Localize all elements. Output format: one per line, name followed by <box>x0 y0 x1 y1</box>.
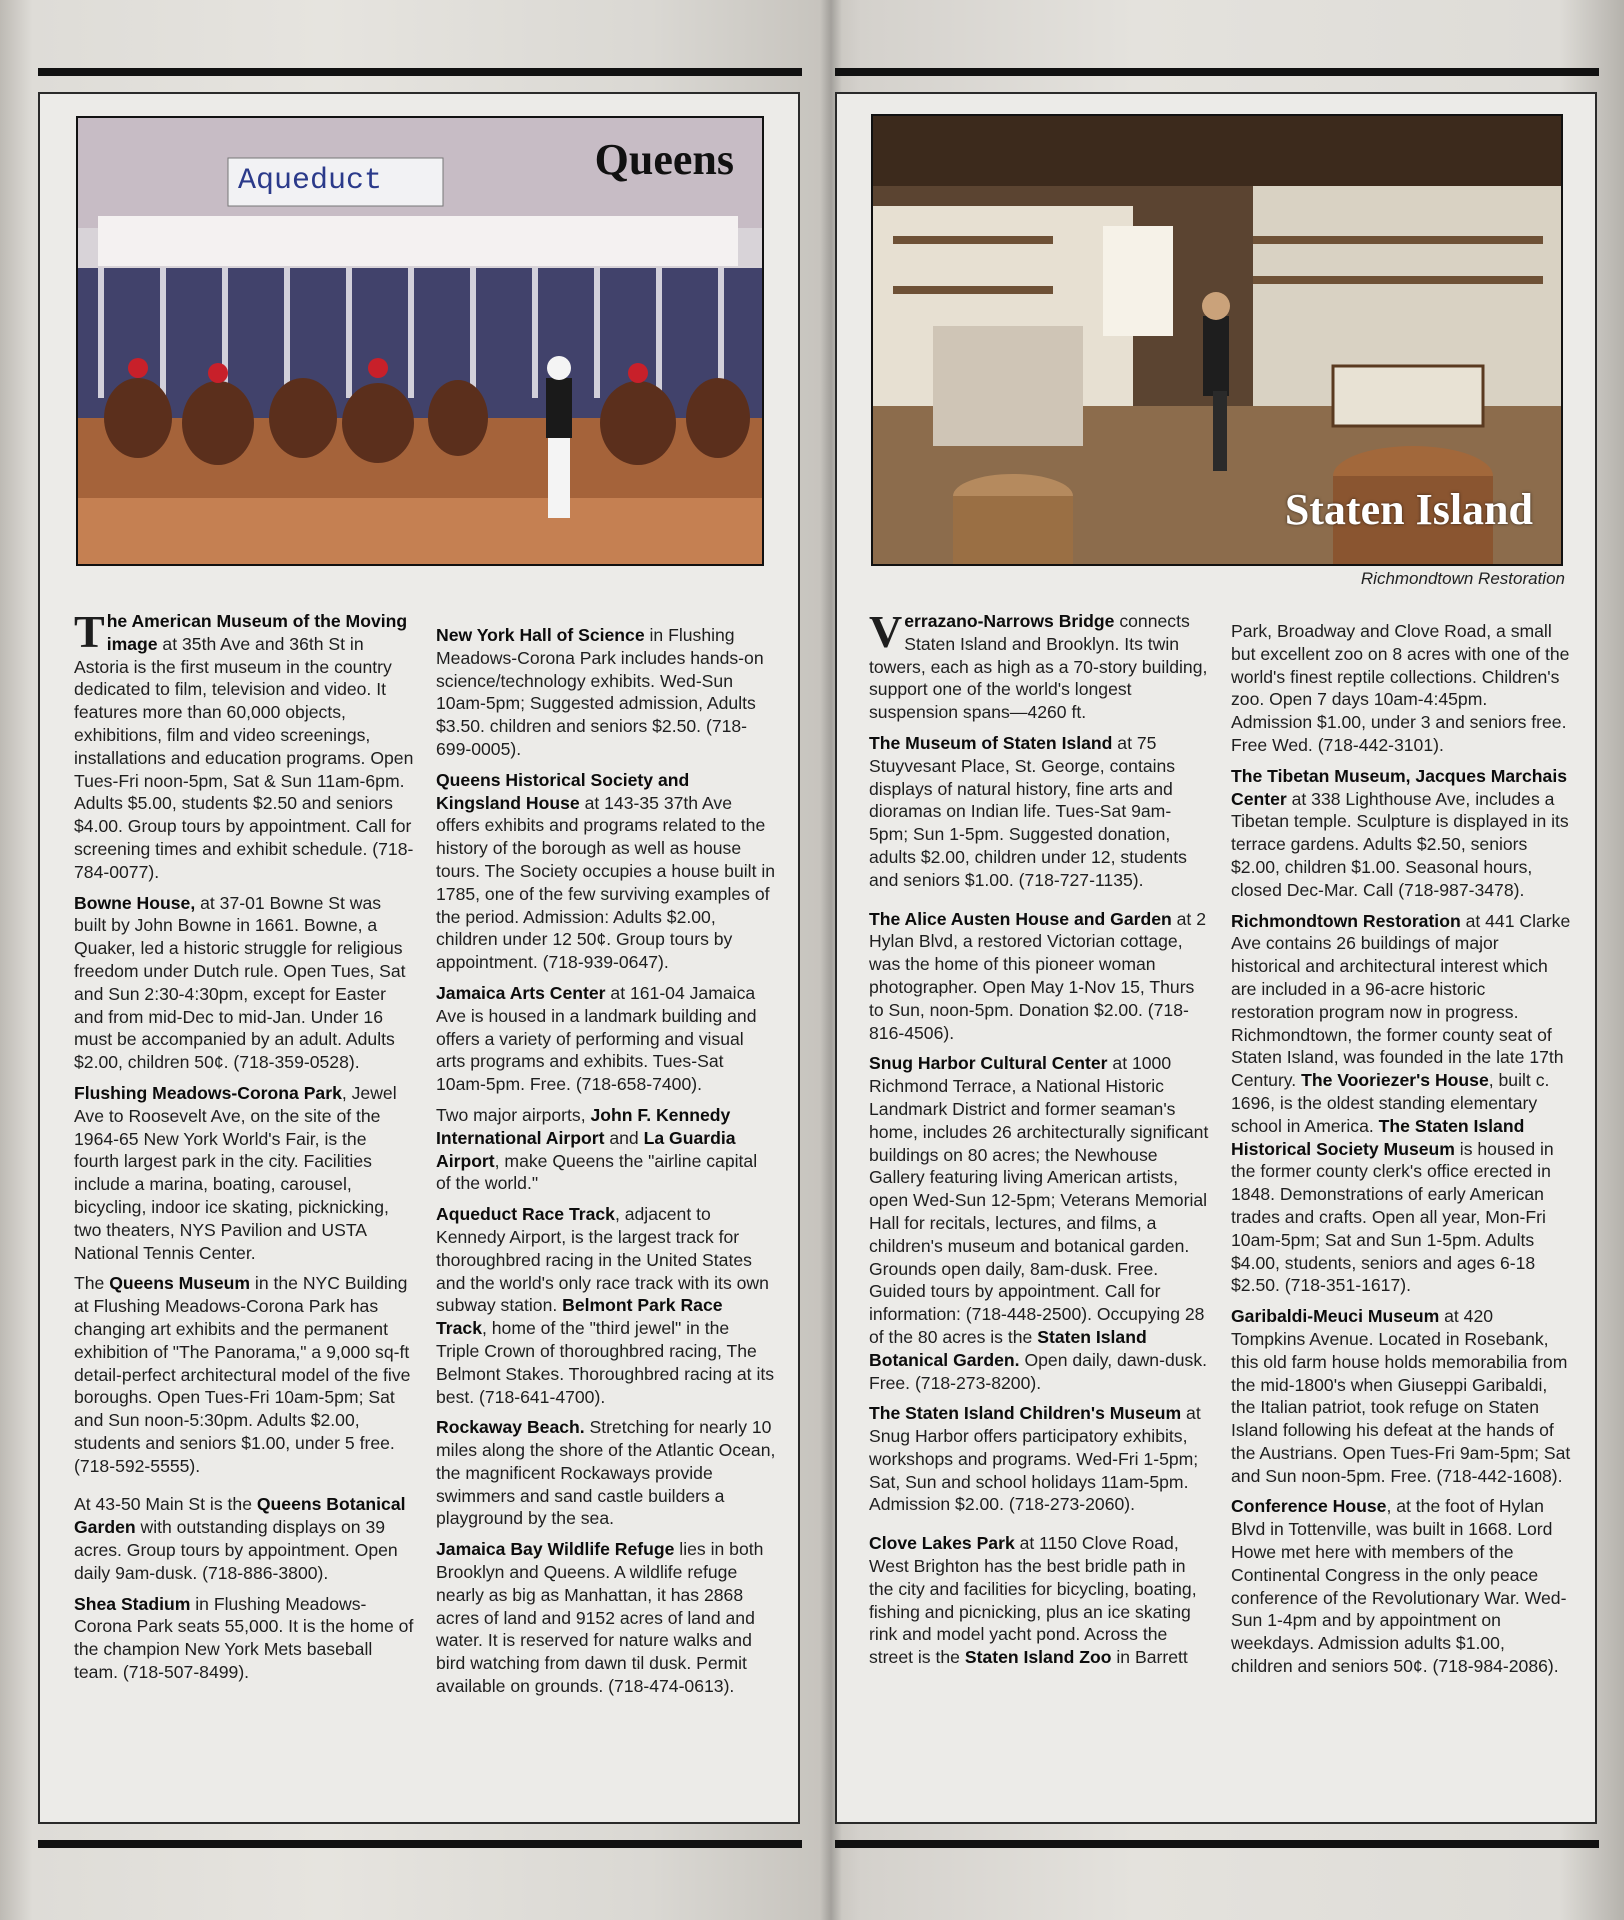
top-rule-left <box>38 68 802 76</box>
listing-title: John F. Kennedy International Airport <box>436 1104 731 1148</box>
listing-title: Conference House <box>1231 1496 1387 1517</box>
aqueduct-starting-gate-illustration <box>78 118 764 566</box>
listing-historical-society <box>436 769 776 974</box>
listing-garibaldi-meuci <box>1231 1305 1571 1487</box>
listing-childrens-museum <box>869 1402 1209 1516</box>
bottom-rule-left <box>38 1840 802 1848</box>
aqueduct-sign-text: Aqueduct <box>238 164 383 198</box>
listing-body: in Barrett <box>1111 1647 1188 1668</box>
dropcap: V <box>869 606 903 657</box>
top-rule-right <box>835 68 1599 76</box>
listing-rockaway-beach <box>436 1416 776 1530</box>
bottom-rule-right <box>835 1840 1599 1848</box>
listing-body: at 1000 Richmond Terrace, a National Historic Landmark District and former seaman's home, includes 26 architecturally significant buildings on 80 acres; the Newhouse Gallery featuring living American artists, open Wed-Sun 12-5pm; Veterans Memorial Hall for recitals, lectures, and films, a children's museum and botanical garden. Grounds open daily, 8am-dusk. Free. Guided tours by appointment. Call for information: (718-448-2500). Occupying 28 of the 80 acres is the <box>869 1053 1209 1347</box>
listing-airports <box>436 1104 776 1195</box>
listing-title: Queens Historical Society and Kingsland House <box>436 769 690 813</box>
listing-body: At 43-50 Main St is the <box>74 1494 257 1515</box>
listing-title: The Tibetan Museum, Jacques Marchais Center <box>1231 765 1568 809</box>
listing-title: Flushing Meadows-Corona Park <box>74 1082 342 1103</box>
staten-column-2 <box>1231 620 1571 1686</box>
listing-body: connects Staten Island and Brooklyn. Its twin towers, each as high as a 70-story building, support one of the world's longest suspension spans—4260 ft. <box>869 611 1208 723</box>
listing-body: is housed in the former county clerk's office erected in 1848. Demonstrations of early American trades and crafts. Open all year, Mon-Fri 10am-5pm; Sat and Sun 1-5pm. Adults $4.00, students, seniors and ages 6-18 $2.50. (718-351-1617). <box>1231 1138 1554 1296</box>
listing-body: , adjacent to Kennedy Airport, is the largest track for thoroughbred racing in the United States and the world's only race track with its own subway station. <box>436 1204 769 1316</box>
listing-body: Stretching for nearly 10 miles along the shore of the Atlantic Ocean, the magnificent Rockaways provide swimmers and sand castle builders a playground by the sea. <box>436 1417 776 1529</box>
listing-title: Rockaway Beach. <box>436 1417 585 1438</box>
listing-museum-staten-island <box>869 732 1209 892</box>
listing-aqueduct-belmont <box>436 1203 776 1408</box>
listing-shea-stadium <box>74 1593 414 1684</box>
listing-verrazano <box>869 606 1209 724</box>
listing-body: in Flushing Meadows-Corona Park seats 55,000. It is the home of the champion New York Mets baseball team. (718-507-8499). <box>74 1593 414 1683</box>
queens-title: Queens <box>594 135 734 184</box>
aqueduct-photo <box>76 116 764 566</box>
listing-title: Richmondtown Restoration <box>1231 910 1461 931</box>
listing-title: La Guardia Airport <box>436 1127 736 1171</box>
listing-title: Snug Harbor Cultural Center <box>869 1053 1108 1074</box>
listing-clove-lakes <box>869 1532 1209 1669</box>
listing-conference-house <box>1231 1495 1571 1677</box>
listing-body: lies in both Brooklyn and Queens. A wildlife refuge nearly as big as Manhattan, it has 2868 acres of land and 9152 acres of land and water. It is reserved for nature walks and bird watching from dawn til dusk. Permit available on grounds. (718-474-0613). <box>436 1539 764 1697</box>
listing-title: Queens Botanical Garden <box>74 1494 406 1538</box>
listing-body: at 338 Lighthouse Ave, includes a Tibetan temple. Sculpture is displayed in its terrace gardens. Adults $2.50, seniors $2.00, children $1.00. Seasonal hours, closed Dec-Mar. Call (718-987-3478). <box>1231 788 1569 900</box>
listing-body: at 2 Hylan Blvd, a restored Victorian cottage, was the home of this pioneer woman photographer. Open May 1-Nov 15, Thurs to Sun, noon-5pm. Donation $2.00. (718-816-4506). <box>869 908 1206 1043</box>
listing-title: New York Hall of Science <box>436 625 645 645</box>
listing-body: , Jewel Ave to Roosevelt Ave, on the site of the 1964-65 New York World's Fair, is the fourth largest park in the city. Facilities include a marina, boating, carousel, bicycling, indoor ice skating, picknicking, two theaters, NYS Pavilion and USTA National Tennis Center. <box>74 1082 397 1263</box>
listing-body: , home of the "third jewel" in the Triple Crown of thoroughbred racing, The Belmont Stakes. Thoroughbred racing at its best. (718-641-4700). <box>436 1318 775 1407</box>
listing-jamaica-arts <box>436 982 776 1096</box>
listing-title: The Vooriezer's House <box>1301 1070 1489 1091</box>
listing-body: at 75 Stuyvesant Place, St. George, contains displays of natural history, fine arts and dioramas on Indian life. Tues-Sat 9am-5pm; Sun 1-5pm. Suggested donation, adults $2.00, children under 12, students and seniors $1.00. (718-727-1135). <box>869 732 1187 890</box>
listing-title: Queens Museum <box>109 1273 251 1294</box>
listing-body: Two major airports, <box>436 1104 591 1125</box>
queens-panel <box>38 92 800 1824</box>
listing-title: The Alice Austen House and Garden <box>869 908 1172 929</box>
listing-body: , at the foot of Hylan Blvd in Tottenville, was built in 1668. Lord Howe met here with members of the Continental Congress in the only peace conference of the Revolutionary War. Wed-Sun 1-4pm and by appointment on weekdays. Admission adults $1.00, children and seniors 50¢. (718-984-2086). <box>1231 1496 1567 1677</box>
listing-flushing-meadows <box>74 1082 414 1264</box>
staten-island-panel <box>835 92 1597 1824</box>
listing-body: at 143-35 37th Ave offers exhibits and programs related to the history of the borough as well as house tours. The Society occupies a house built in 1785, one of the few surviving examples of the period. Admission: Adults $2.00, children under 12 50¢. Group tours by appointment. (718-939-0647). <box>436 792 776 973</box>
listing-body: The <box>74 1273 110 1294</box>
listing-title: Jamaica Bay Wildlife Refuge <box>436 1539 675 1560</box>
listing-queens-museum <box>74 1272 414 1477</box>
listing-bowne-house <box>74 892 414 1074</box>
listing-title: Staten Island Zoo <box>964 1647 1112 1668</box>
listing-title: Clove Lakes Park <box>869 1533 1015 1554</box>
listing-body: , make Queens the "airline capital of the world." <box>436 1150 758 1194</box>
listing-body: in Flushing Meadows-Corona Park includes hands-on science/technology exhibits. Wed-Sun 10am-5pm; Suggested admission, Adults $3.50. children and seniors $2.50. (718-699-0005). <box>436 625 764 759</box>
listing-body: Open daily, dawn-dusk. Free. (718-273-8200). <box>869 1349 1208 1393</box>
listing-snug-harbor <box>869 1052 1209 1394</box>
listing-title: The Staten Island Historical Society Museum <box>1231 1115 1525 1159</box>
staten-island-title: Staten Island <box>1284 485 1533 534</box>
listing-title: Bowne House, <box>74 892 196 913</box>
photo-caption: Richmondtown Restoration <box>1360 569 1565 588</box>
listing-body: at Snug Harbor offers participatory exhibits, workshops and programs. Wed-Fri 1-5pm; Sat, Sun and school holidays 11am-5pm. Admission $2.00. (718-273-2060). <box>869 1403 1201 1515</box>
listing-title: Garibaldi-Meuci Museum <box>1231 1306 1440 1327</box>
listing-body: at 441 Clarke Ave contains 26 buildings of major historical and architectural interest which are included in a 96-acre historic restoration program now in progress. Richmondtown, the former county seat of Staten Island, was founded in the late 17th Century. <box>1231 910 1571 1091</box>
listing-staten-island-zoo-cont <box>1231 620 1571 757</box>
dropcap: T <box>74 606 105 657</box>
listing-body: at 1150 Clove Road, West Brighton has the best bridle path in the city and facilities for bicycling, boating, fishing and picnicking, plus an ice skating rink and model yacht pond. Across the street is the <box>869 1533 1197 1668</box>
listing-queens-botanical <box>74 1493 414 1584</box>
listing-title: Belmont Park Race Track <box>436 1295 723 1339</box>
listing-body: in the NYC Building at Flushing Meadows-Corona Park has changing art exhibits and the permanent exhibition of "The Panorama," a 9,000 sq-ft detail-perfect architectural model of the five boroughs. Open Tues-Fri 10am-5pm; Sat and Sun noon-5:30pm. Adults $2.00, students and seniors $1.00, under 5 free. (718-592-5555). <box>74 1273 411 1476</box>
listing-body: with outstanding displays on 39 acres. Group tours by appointment. Open daily 9am-dusk. (718-886-3800). <box>74 1517 398 1583</box>
listing-tibetan-museum <box>1231 765 1571 902</box>
listing-title: errazano-Narrows Bridge <box>904 611 1115 631</box>
listing-body: Park, Broadway and Clove Road, a small but excellent zoo on 8 acres with one of the world's finest reptile collections. Children's zoo. Open 7 days 10am-4:45pm. Admission $1.00, under 3 and seniors free. Free Wed. (718-442-3101). <box>1231 621 1570 755</box>
listing-body: at 161-04 Jamaica Ave is housed in a landmark building and offers a variety of performing and visual arts programs and exhibits. Tues-Sat 10am-5pm. Free. (718-658-7400). <box>436 982 757 1095</box>
listing-body: and <box>604 1127 644 1148</box>
queens-column-2 <box>436 624 776 1706</box>
listing-title: Jamaica Arts Center <box>436 982 606 1003</box>
listing-richmondtown <box>1231 910 1571 1298</box>
queens-column-1 <box>74 606 414 1692</box>
richmondtown-photo <box>871 114 1563 566</box>
listing-moving-image <box>74 606 414 884</box>
listing-jamaica-bay <box>436 1538 776 1698</box>
listing-body: at 35th Ave and 36th St in Astoria is the first museum in the country dedicated to film, television and video. It features more than 60,000 objects, exhibitions, film and video screenings, installations and education programs. Open Tues-Fri noon-5pm, Sat & Sun 11am-6pm. Adults $5.00, students $2.50 and seniors $4.00. Group tours by appointment. Call for screening times and exhibit schedule. (718-784-0077). <box>74 633 414 882</box>
listing-title: he American Museum of the Moving image <box>106 611 408 654</box>
listing-title: The Museum of Staten Island <box>869 732 1113 753</box>
listing-body: at 420 Tompkins Avenue. Located in Rosebank, this old farm house holds memorabilia from the mid-1800's when Giuseppi Garibaldi, the Italian patriot, took refuge on Staten Island following his defeat at the hands of the Austrians. Open Tues-Fri 9am-5pm; Sat and Sun noon-5pm. Free. (718-442-1608). <box>1231 1306 1571 1486</box>
listing-title: Shea Stadium <box>74 1593 191 1614</box>
listing-alice-austen <box>869 908 1209 1045</box>
listing-title: Staten Island Botanical Garden. <box>869 1326 1147 1370</box>
listing-title: Aqueduct Race Track <box>436 1204 615 1225</box>
listing-body: , built c. 1696, is the oldest standing elementary school in America. <box>1231 1070 1550 1136</box>
listing-body: at 37-01 Bowne St was built by John Bowne in 1661. Bowne, a Quaker, led a historic struggle for religious freedom under Dutch rule. Open Tues, Sat and Sun 2:30-4:30pm, except for Easter and from mid-Dec to mid-Jan. Under 16 must be accompanied by an adult. Adults $2.00, children 50¢. (718-359-0528). <box>74 892 406 1073</box>
staten-column-1 <box>869 606 1209 1677</box>
listing-hall-of-science <box>436 624 776 761</box>
listing-title: The Staten Island Children's Museum <box>869 1403 1182 1424</box>
